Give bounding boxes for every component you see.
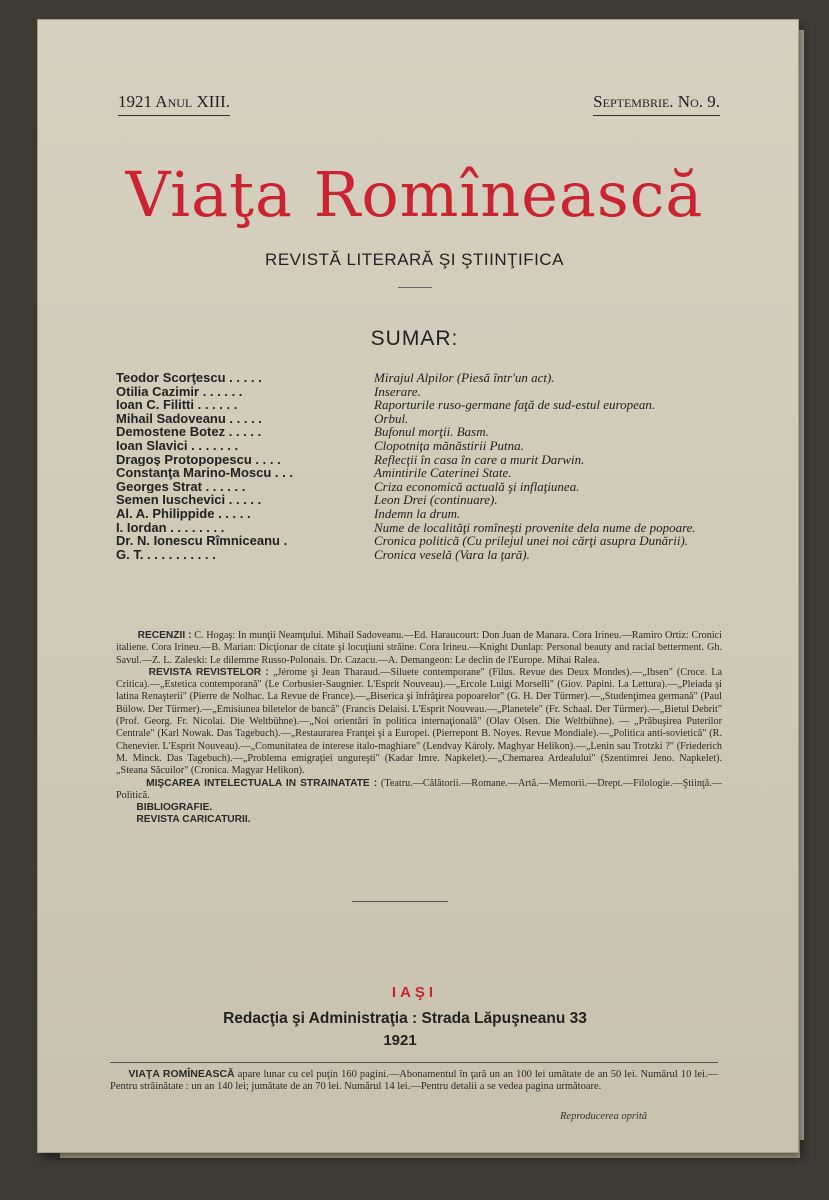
toc-row (116, 507, 726, 521)
toc-author: Mihail Sadoveanu . . . . . (116, 411, 262, 426)
toc-row (116, 439, 726, 453)
divider (398, 287, 432, 288)
recenzii-paragraph (116, 630, 722, 667)
toc-row (116, 453, 726, 467)
toc-author: G. T. . . . . . . . . . . (116, 547, 216, 562)
magazine-subtitle: REVISTĂ LITERARĂ ŞI ŞTIINŢIFICA (265, 250, 564, 269)
bibliografie-label: BIBLIOGRAFIE. (136, 802, 213, 814)
toc-author: Demostene Botez . . . . . (116, 425, 262, 439)
toc-row (116, 466, 726, 480)
toc-author: Georges Strat . . . . . . (116, 479, 246, 494)
toc-author: Semen Iuschevici . . . . . (116, 493, 262, 507)
toc-author: Ioan C. Filitti . . . . . . (116, 398, 238, 412)
toc-author: Teodor Scorţescu . . . . . (116, 371, 262, 385)
toc-work: Mirajul Alpilor (Piesă într'un act). (374, 370, 555, 385)
table-of-contents (116, 371, 726, 561)
toc-row (116, 371, 726, 385)
recenzii-text: C. Hogaş: In munţii Neamţului. Mihail Sadoveanu.—Ed. Haraucourt: Don Juan de Manara. Cora Irineu.—Ramiro Ortiz: Cronici italiene. Cora Irineu.—B. Marian: Dicţionar de citate şi locuţiuni străine. Cora Irineu.—Knight Dunlap: Personal beauty and racial betterment. Gh. Savul.—Z. L. Zaleski: Le dilemme Russo-Polonais. Dr. Cazacu.—A. Demangeon: Le declin de l'Europe. Mihai Ralea. (116, 630, 722, 666)
toc-row (116, 398, 726, 412)
magazine-title: Viaţa Romînească (125, 158, 704, 231)
revista-text: „Jérome şi Jean Tharaud.—Siluete contemporane" (Filus. Revue des Deux Mondes).—„Ibsen" (Croce. La Critica).—„Estetica contemporană" (Le Corbusier-Saugnier. L'Esprit Nouveau).—„Ercole Luigi Morselli" (Giov. Papini. La Lettura).—„Pleiada şi latina Renaşterii" (Pierre de Nolhac. La Revue de France).—„Biserica şi înfrăţirea popoarelor" (G. H. Der Türmer).—„Studenţimea germană" (Paul Bülow. Der Türmer).—„Emisiunea biletelor de bancă" (Francis Delaisi. L'Esprit Nouveau.—„Planetele" (Fr. Schaal. Der Türmer).—„Bietul Debrit" (Prof. Georg. Fr. Nicolai. Die Weltbühne).—„Noi orientări în politica internaţională" (Olav Olsen. Die Weltbühne). — „Prăbuşirea Puterilor Centrale" (Karl Nowak. Das Tagebuch).—„Restaurarea Franţei şi a Europei. (Pierrepont B. Noyes. Revue Mondiale).—„Politica anti-sovietică" (R. Chenevier. L'Esprit Nouveau).—„Comunitatea de interese italo-maghiare" (Lendvay Károly. Maghyar Helikon).—„Lenin sau Trotzki ?" (Friederich M. Minck. Das Tagebuch).—„Problema emigraţiei ungureşti" (Kadar Imre. Napkelet).—„Chemarea Ardealului" (Szentimrei Jeno. Napkelet). „Steana Săcuilor" (Cronica. Magyar Helikon). (116, 666, 723, 777)
reproduction-notice: Reproducerea oprită (560, 1111, 647, 1122)
toc-author: Dragoş Protopopescu . . . . (116, 452, 281, 467)
toc-work: Raporturile ruso-germane faţă de sud-estul european. (374, 397, 656, 413)
caricaturii-label: REVISTA CARICATURII. (136, 814, 251, 826)
issue-year: 1921 Anul XIII. (118, 92, 230, 116)
toc-work: Indemn la drum. (374, 505, 461, 521)
toc-row (116, 548, 726, 562)
toc-work: Nume de localităţi romîneşti provenite dela nume de popoare. (374, 519, 696, 535)
toc-work: Inserare. (374, 383, 421, 399)
miscarea-paragraph (116, 778, 722, 803)
toc-work: Leon Drei (continuare). (374, 492, 498, 508)
toc-author: Otilia Cazimir . . . . . . (116, 384, 243, 399)
divider (352, 901, 448, 902)
toc-row (116, 385, 726, 399)
revista-paragraph (116, 667, 722, 778)
toc-row (116, 480, 726, 494)
issue-header (80, 92, 720, 122)
toc-row (116, 493, 726, 507)
publication-city: IAŞI (391, 984, 438, 1001)
toc-author: Constanţa Marino-Moscu . . . (116, 466, 293, 480)
toc-work: Orbul. (374, 410, 409, 426)
notice-text: apare lunar cu cel puţin 160 pagini.—Abonamentul în ţară un an 100 lei umătate de an 50 lei. Numărul 10 lei.—Pentru străinătate : un an 140 lei; jumătate de an 70 lei. Numărul 14 lei.—Pentru detalii a se vedea pagina următoare. (110, 1069, 719, 1092)
toc-author: I. Iordan . . . . . . . . (116, 520, 225, 535)
publisher-address: Redacţia şi Administraţia : Strada Lăpuşneanu 33 (223, 1010, 587, 1027)
miscarea-label: MIŞCAREA INTELECTUALA IN STRAINATATE : (146, 777, 378, 789)
toc-work: Reflecţii în casa în care a murit Darwin. (374, 451, 585, 467)
toc-row (116, 521, 726, 535)
toc-row (116, 425, 726, 439)
subscription-notice (110, 1068, 718, 1093)
toc-work: Criza economică actuală şi inflaţiunea. (374, 478, 580, 494)
toc-work: Cronica veselă (Vara la ţară). (374, 546, 530, 562)
toc-author: Dr. N. Ionescu Rîmniceanu . (116, 534, 288, 548)
issue-month-number: Septembrie. No. 9. (593, 92, 720, 116)
reviews-section (116, 630, 722, 827)
miscarea-text: (Teatru.—Călătorii.—Romane.—Artă.—Memorii.—Drept.—Filologie.—Ştiinţă.—Politică. (116, 777, 722, 801)
divider (110, 1062, 718, 1063)
recenzii-label: RECENZII : (137, 630, 192, 641)
publication-year: 1921 (383, 1032, 417, 1049)
toc-work: Cronica politică (Cu prilejul unei noi cărţi asupra Dunării). (374, 533, 689, 549)
toc-work: Amintirile Caterinei State. (374, 465, 512, 481)
toc-row (116, 534, 726, 548)
toc-author: Ioan Slavici . . . . . . . (116, 438, 239, 453)
toc-work: Bufonul morţii. Basm. (374, 424, 489, 440)
toc-work: Clopotniţa mănăstirii Putna. (374, 437, 524, 453)
revista-label: REVISTA REVISTELOR : (148, 666, 269, 678)
contents-heading: SUMAR: (370, 327, 459, 350)
notice-title: VIAŢA ROMÎNEASCĂ (128, 1068, 235, 1080)
toc-author: Al. A. Philippide . . . . . (116, 506, 251, 521)
toc-row (116, 412, 726, 426)
